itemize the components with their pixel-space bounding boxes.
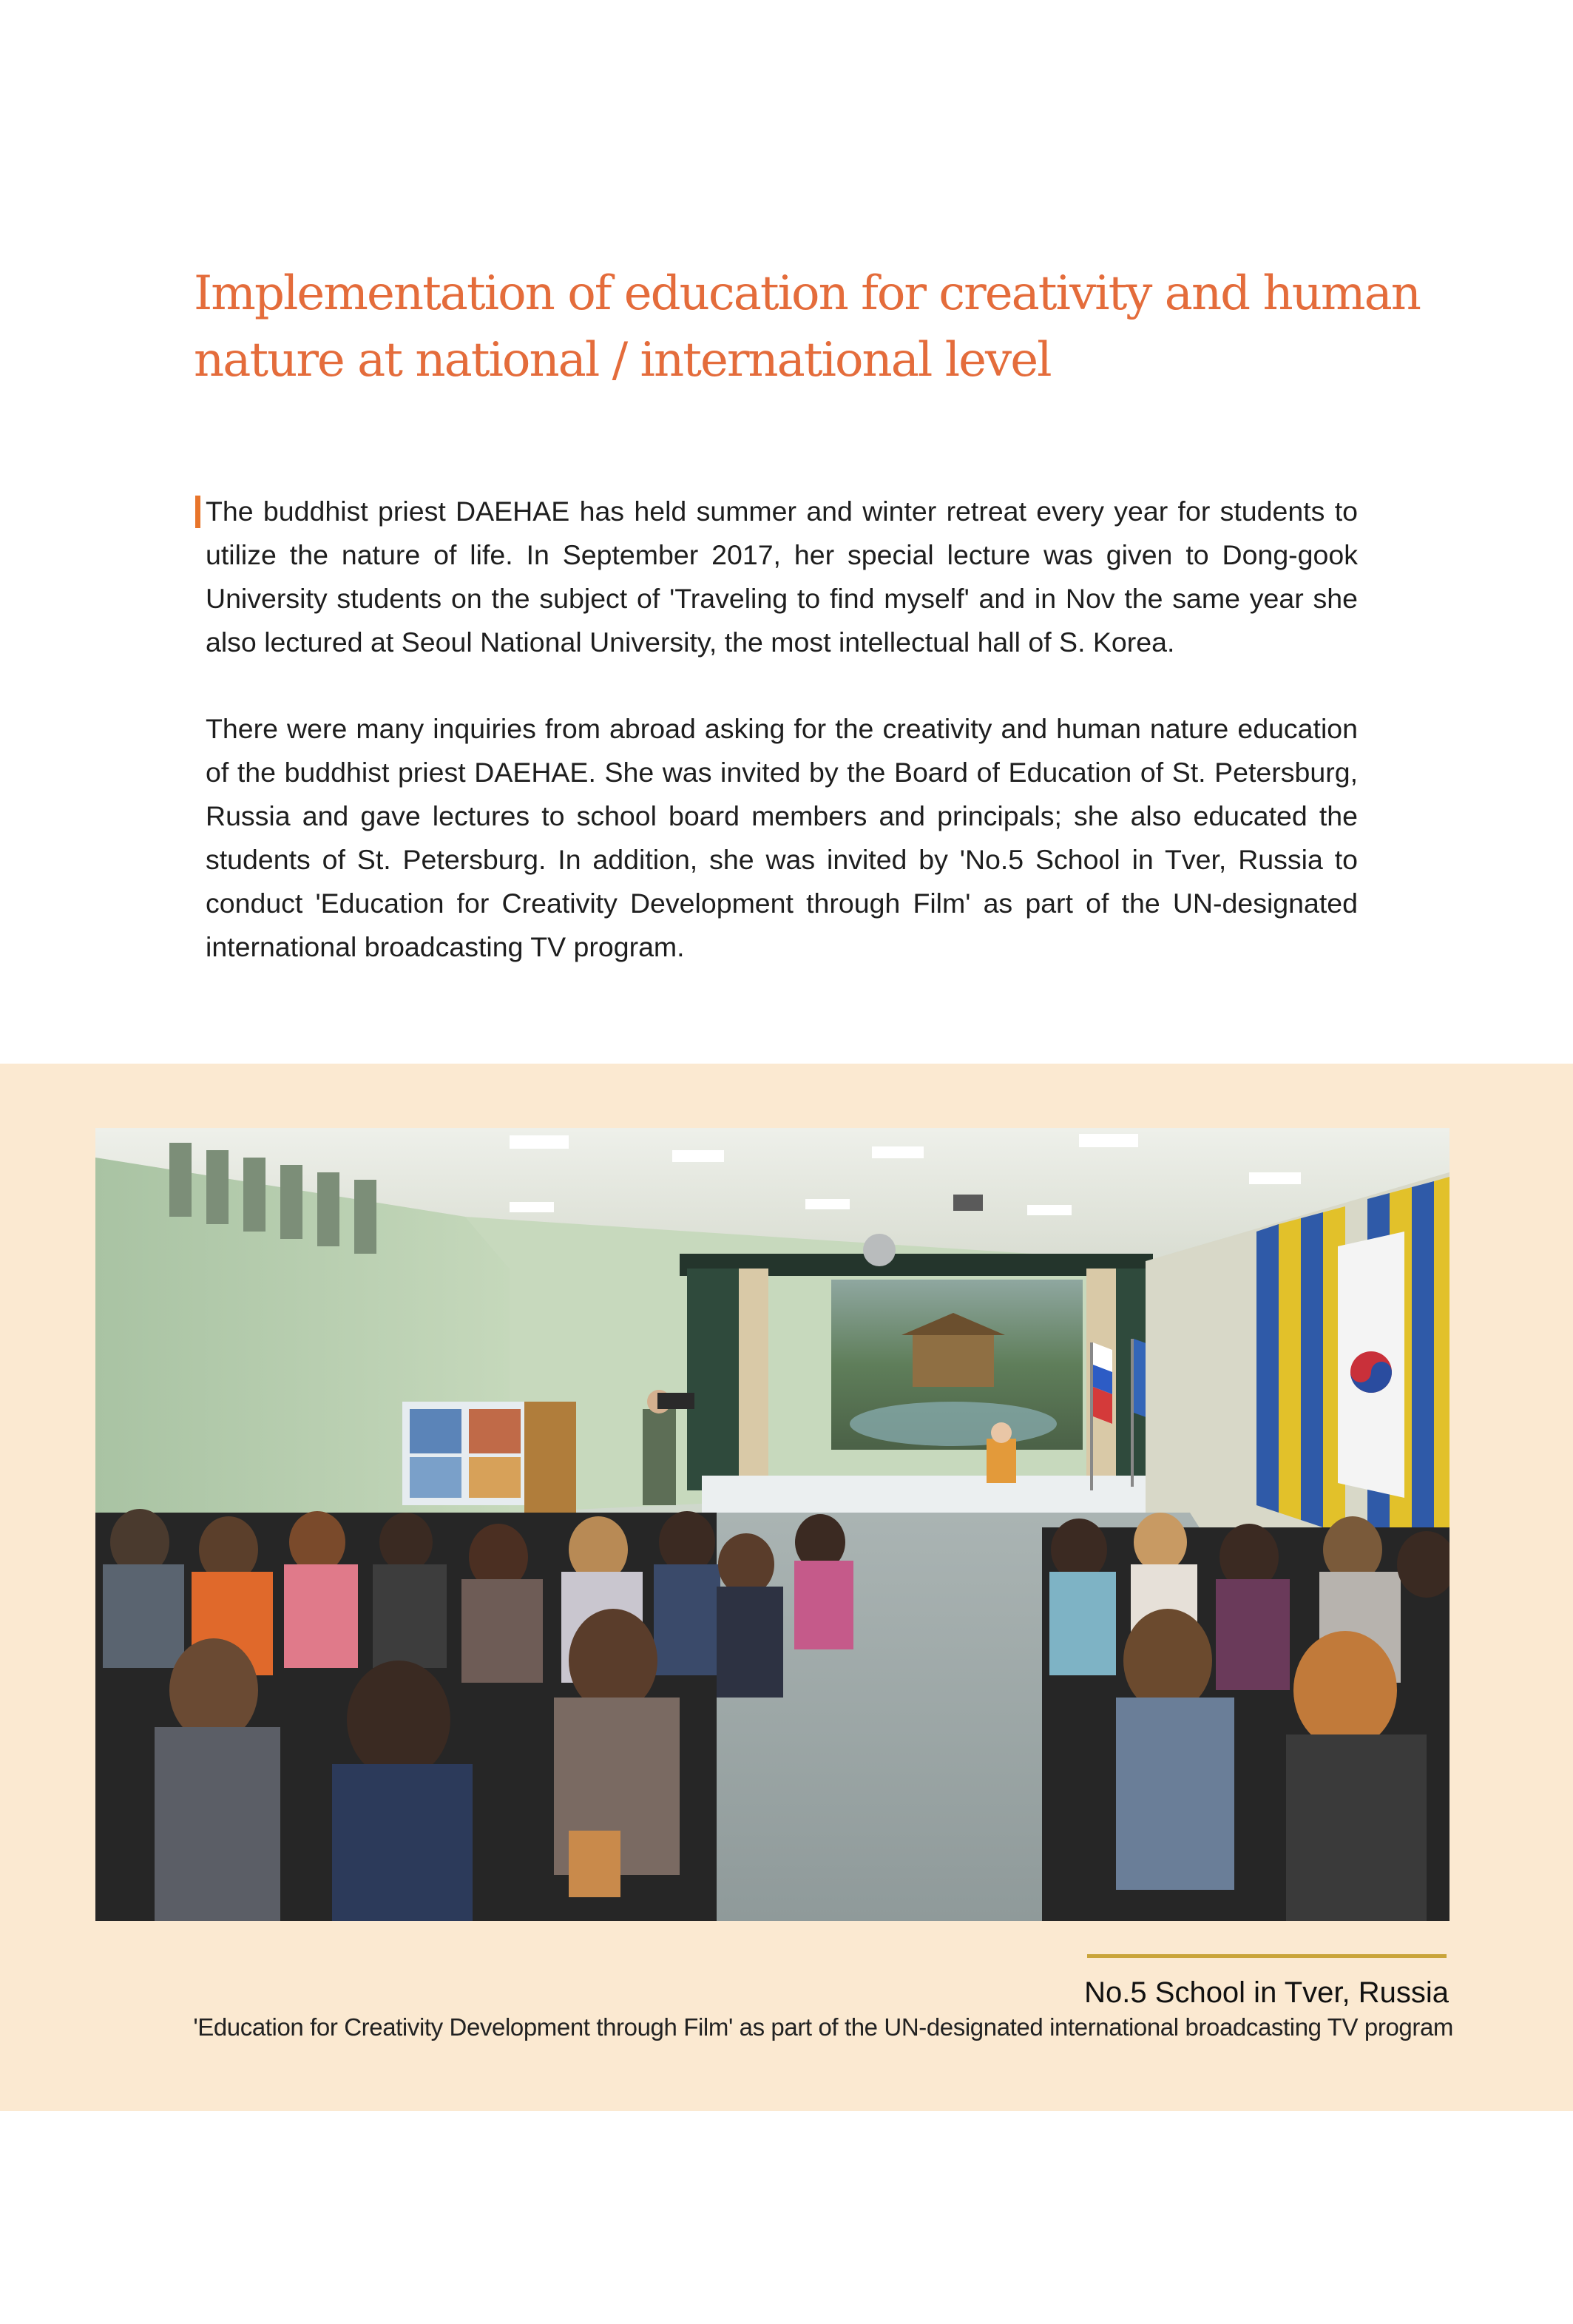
page-heading: [194, 260, 1420, 393]
paragraph-1-text: The buddhist priest DAEHAE has held summer and winter retreat every year for students to utilize the nature of life. In September 2017, her special lecture was given to Dong-gook University students on the subject of 'Traveling to find myself' and in Nov the same year she also lectured at Seoul National University, the most intellectual hall of S. Korea.: [206, 496, 1358, 658]
body-text: [200, 490, 1358, 969]
caption-subtitle: 'Education for Creativity Development through Film' as part of the UN-designated international broadcasting TV program: [193, 2013, 1453, 2041]
caption-divider: [1087, 1954, 1447, 1958]
heading-line-2: nature at national / international level: [194, 333, 1051, 388]
lecture-hall-photo: [95, 1128, 1449, 1921]
paragraph-2: [200, 707, 1358, 969]
caption-title: No.5 School in Tver, Russia: [1084, 1976, 1449, 2009]
paragraph-1: [200, 490, 1358, 664]
paragraph-marker: [195, 496, 200, 528]
paragraph-2-text: There were many inquiries from abroad asking for the creativity and human nature education of the buddhist priest DAEHAE. She was invited by the Board of Education of St. Petersburg, Russia and gave lectures to school board members and principals; she also educated the students of St. Petersburg. In addition, she was invited by 'No.5 School in Tver, Russia to conduct 'Education for Creativity Development through Film' as part of the UN-designated international broadcasting TV program.: [206, 713, 1358, 962]
heading-line-1: Implementation of education for creativity and human: [194, 266, 1420, 321]
